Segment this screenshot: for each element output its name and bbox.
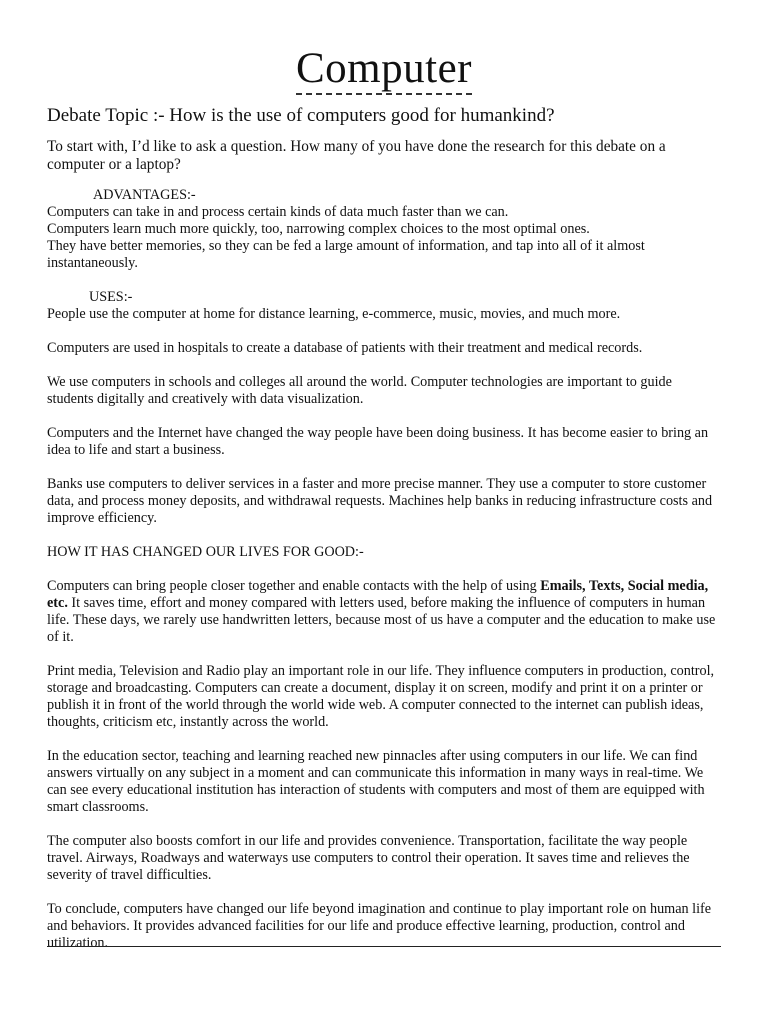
advantage-line: Computers can take in and process certain kinds of data much faster than we can.: [47, 204, 509, 220]
advantages-heading: ADVANTAGES:-: [93, 187, 196, 203]
uses-paragraph: Computers are used in hospitals to create a database of patients with their treatment and medical records.: [47, 340, 643, 356]
changed-paragraph: The computer also boosts comfort in our life and provides convenience. Transportation, facilitate the way people travel. Airways, Roadways and waterways use computers to control their operation. It saves time and relieves the severity of travel difficulties.: [47, 833, 690, 883]
changed-paragraph: Print media, Television and Radio play an important role in our life. They influence computers in production, control, storage and broadcasting. Computers can create a document, display it on screen, modify and print it on a printer or publish it in front of the world through the world wide web. A computer connected to the internet can publish ideas, thoughts, criticism etc, instantly across the world.: [47, 663, 715, 730]
changed-heading: HOW IT HAS CHANGED OUR LIVES FOR GOOD:-: [47, 544, 364, 560]
advantage-line: Computers learn much more quickly, too, narrowing complex choices to the most optimal ones.: [47, 221, 590, 237]
changed-paragraph: Computers can bring people closer together and enable contacts with the help of using Emails, Texts, Social media, etc. It saves time, effort and money compared with letters used, before making the influence of computers in human life. These days, we rarely use handwritten letters, because most of us have a computer and the education to make use of it.: [47, 578, 716, 645]
conclusion-paragraph: To conclude, computers have changed our life beyond imagination and continue to play important role on human life and behaviors. It provides advanced facilities for our life and produce effective learning, production, control and utilization.: [47, 901, 712, 951]
uses-heading: USES:-: [89, 289, 133, 305]
bottom-rule: [47, 946, 721, 947]
uses-paragraph: Banks use computers to deliver services in a faster and more precise manner. They use a computer to store customer data, and process money deposits, and withdrawal requests. Machines help banks in reducing infrastructure costs and improve efficiency.: [47, 476, 713, 526]
changed-paragraph: In the education sector, teaching and learning reached new pinnacles after using computers in our life. We can find answers virtually on any subject in a moment and can communicate this information in many ways in real-time. We can see every educational institution has interaction of students with computers and most of them are equipped with smart classrooms.: [47, 748, 705, 815]
document-page: [47, 40, 721, 952]
intro-paragraph: To start with, I’d like to ask a question. How many of you have done the research for this debate on a computer or a laptop?: [47, 138, 666, 173]
uses-paragraph: We use computers in schools and colleges all around the world. Computer technologies are important to guide students digitally and creatively with data visualization.: [47, 374, 672, 407]
uses-paragraph: People use the computer at home for distance learning, e-commerce, music, movies, and much more.: [47, 306, 621, 322]
advantage-line: They have better memories, so they can be fed a large amount of information, and tap into all of it almost instantaneously.: [47, 238, 645, 271]
bold-phrase: Emails, Texts, Social media, etc.: [47, 578, 709, 611]
document-title: Computer: [47, 40, 721, 98]
debate-topic: Debate Topic :- How is the use of computers good for humankind?: [47, 105, 555, 126]
uses-paragraph: Computers and the Internet have changed the way people have been doing business. It has become easier to bring an idea to life and start a business.: [47, 425, 709, 458]
